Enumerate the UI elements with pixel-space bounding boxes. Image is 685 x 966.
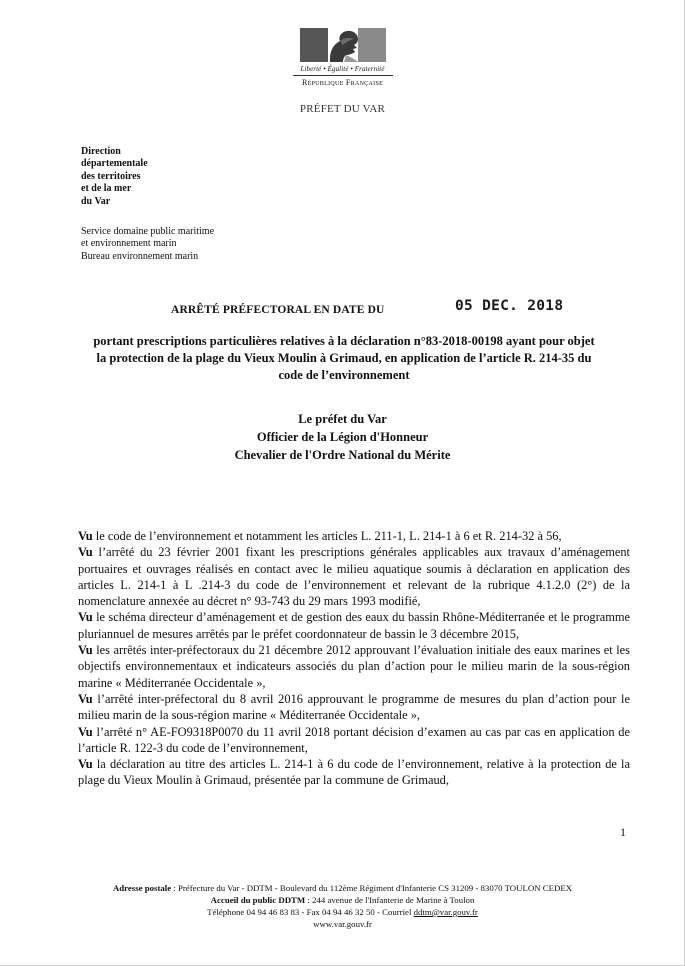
prefet-title-line: Le préfet du Var	[298, 412, 387, 426]
direction-line: départementale	[81, 158, 148, 170]
footer	[0, 882, 685, 930]
visa-text: le schéma directeur d’aménagement et de gestion des eaux du bassin Rhône-Méditerranée et le programme pluriannuel de mesures arrêtés par le préfet coordonnateur de bassin le 3 décembre 2015,	[78, 610, 630, 641]
vu-label: Vu	[78, 643, 93, 658]
visa-text: l’arrêté n° AE-FO9318P0070 du 11 avril 2018 portant décision d’examen au cas par cas en application de l’article R. 122-3 du code de l’environnement,	[78, 724, 630, 755]
direction-line: du Var	[81, 195, 111, 207]
visa-text: l’arrêté du 23 février 2001 fixant les prescriptions générales applicables aux travaux d’aménagement portuaires et ouvrages réalisés en contact avec le milieu aquatique soumis à déclaration en application des articles L. 214-1 à L .214-3 du code de l’environnement et relevant de la rubrique 4.1.2.0 (2°) de la nomenclature annexée au décret n° 93-743 du 29 mars 1993 modifié,	[78, 545, 630, 609]
footer-public-label: Accueil du public DDTM	[210, 895, 306, 905]
footer-email-link[interactable]: ddtm@var.gouv.fr	[413, 907, 478, 917]
object-line: la protection de la plage du Vieux Moulin à Grimaud, en application de l’article R. 214-35 du	[96, 351, 592, 365]
prefet-label: PRÉFET DU VAR	[299, 103, 386, 115]
prefet-titles	[0, 410, 685, 464]
letterhead	[0, 28, 685, 115]
prefet-title-line: Officier de la Légion d'Honneur	[256, 430, 429, 444]
visa-paragraph	[78, 544, 630, 609]
visa-text: les arrêtés inter-préfectoraux du 21 décembre 2012 approuvant l’évaluation initiale des eaux marines et les objectifs environnementaux et indicateurs associés du plan d’action pour le milieu marin de la sous-région marine « Méditerranée Occidentale »,	[78, 643, 630, 690]
footer-public	[0, 894, 685, 906]
visa-text: l’arrêté inter-préfectoral du 8 avril 2016 approuvant le programme de mesures du plan d’action pour le milieu marin de la sous-région marine « Méditerranée Occidentale »,	[78, 691, 630, 723]
footer-website[interactable]: www.var.gouv.fr	[313, 919, 372, 929]
visa-paragraph	[78, 724, 630, 757]
service-block	[81, 226, 214, 263]
arrete-object	[68, 333, 620, 384]
marianne-logo	[300, 28, 386, 62]
visa-paragraph	[78, 642, 630, 691]
vu-label: Vu	[78, 757, 93, 772]
visa-paragraph	[78, 691, 630, 724]
direction-block	[81, 146, 148, 208]
footer-postal-label: Adresse postale	[112, 883, 172, 893]
visa-paragraph	[78, 528, 630, 544]
visa-text: la déclaration au titre des articles L. 214-1 à 6 du code de l’environnement, relative à la protection de la plage du Vieux Moulin à Grimaud, présentée par la commune de Grimaud,	[78, 757, 630, 788]
service-line: Service domaine public maritime	[81, 226, 215, 237]
vu-label: Vu	[78, 545, 93, 560]
object-line: portant prescriptions particulières relatives à la déclaration n°83-2018-00198 ayant pour objet	[93, 334, 595, 348]
footer-public-text: : 244 avenue de l'Infanterie de Marine à Toulon	[305, 895, 475, 905]
page-number: 1	[620, 825, 626, 839]
direction-line: des territoires	[81, 170, 141, 182]
direction-line: Direction	[81, 146, 121, 157]
visa-paragraph	[78, 609, 630, 642]
service-line: Bureau environnement marin	[81, 250, 199, 262]
arrete-title: ARRÊTÉ PRÉFECTORAL EN DATE DU	[171, 304, 385, 316]
motto: Liberté • Égalité • Fraternité	[300, 65, 385, 73]
visas-list	[78, 528, 630, 789]
vu-label: Vu	[78, 529, 93, 543]
service-line: et environnement marin	[81, 238, 177, 250]
footer-postal-text: : Préfecture du Var - DDTM - Boulevard du 112ème Régiment d'Infanterie CS 31209 - 83070 TOULON CEDEX	[171, 883, 573, 893]
vu-label: Vu	[78, 724, 93, 739]
vu-label: Vu	[78, 691, 93, 706]
visa-text: le code de l’environnement et notamment les articles L. 211-1, L. 214-1 à 6 et R. 214-32 à 56,	[92, 529, 562, 543]
prefet-title-line: Chevalier de l'Ordre National du Mérite	[234, 448, 451, 462]
footer-postal	[0, 882, 685, 894]
direction-line: et de la mer	[81, 183, 132, 195]
footer-phone: Téléphone 04 94 46 83 83 - Fax 04 94 46 32 50 - Courriel	[207, 907, 414, 917]
date-stamp: 05 DEC. 2018	[455, 298, 564, 314]
vu-label: Vu	[78, 610, 93, 625]
visa-paragraph	[78, 756, 630, 789]
motto-divider	[293, 75, 393, 76]
footer-contact	[0, 906, 685, 918]
object-line: code de l’environnement	[278, 368, 410, 382]
republic-label: République Française	[301, 78, 384, 87]
